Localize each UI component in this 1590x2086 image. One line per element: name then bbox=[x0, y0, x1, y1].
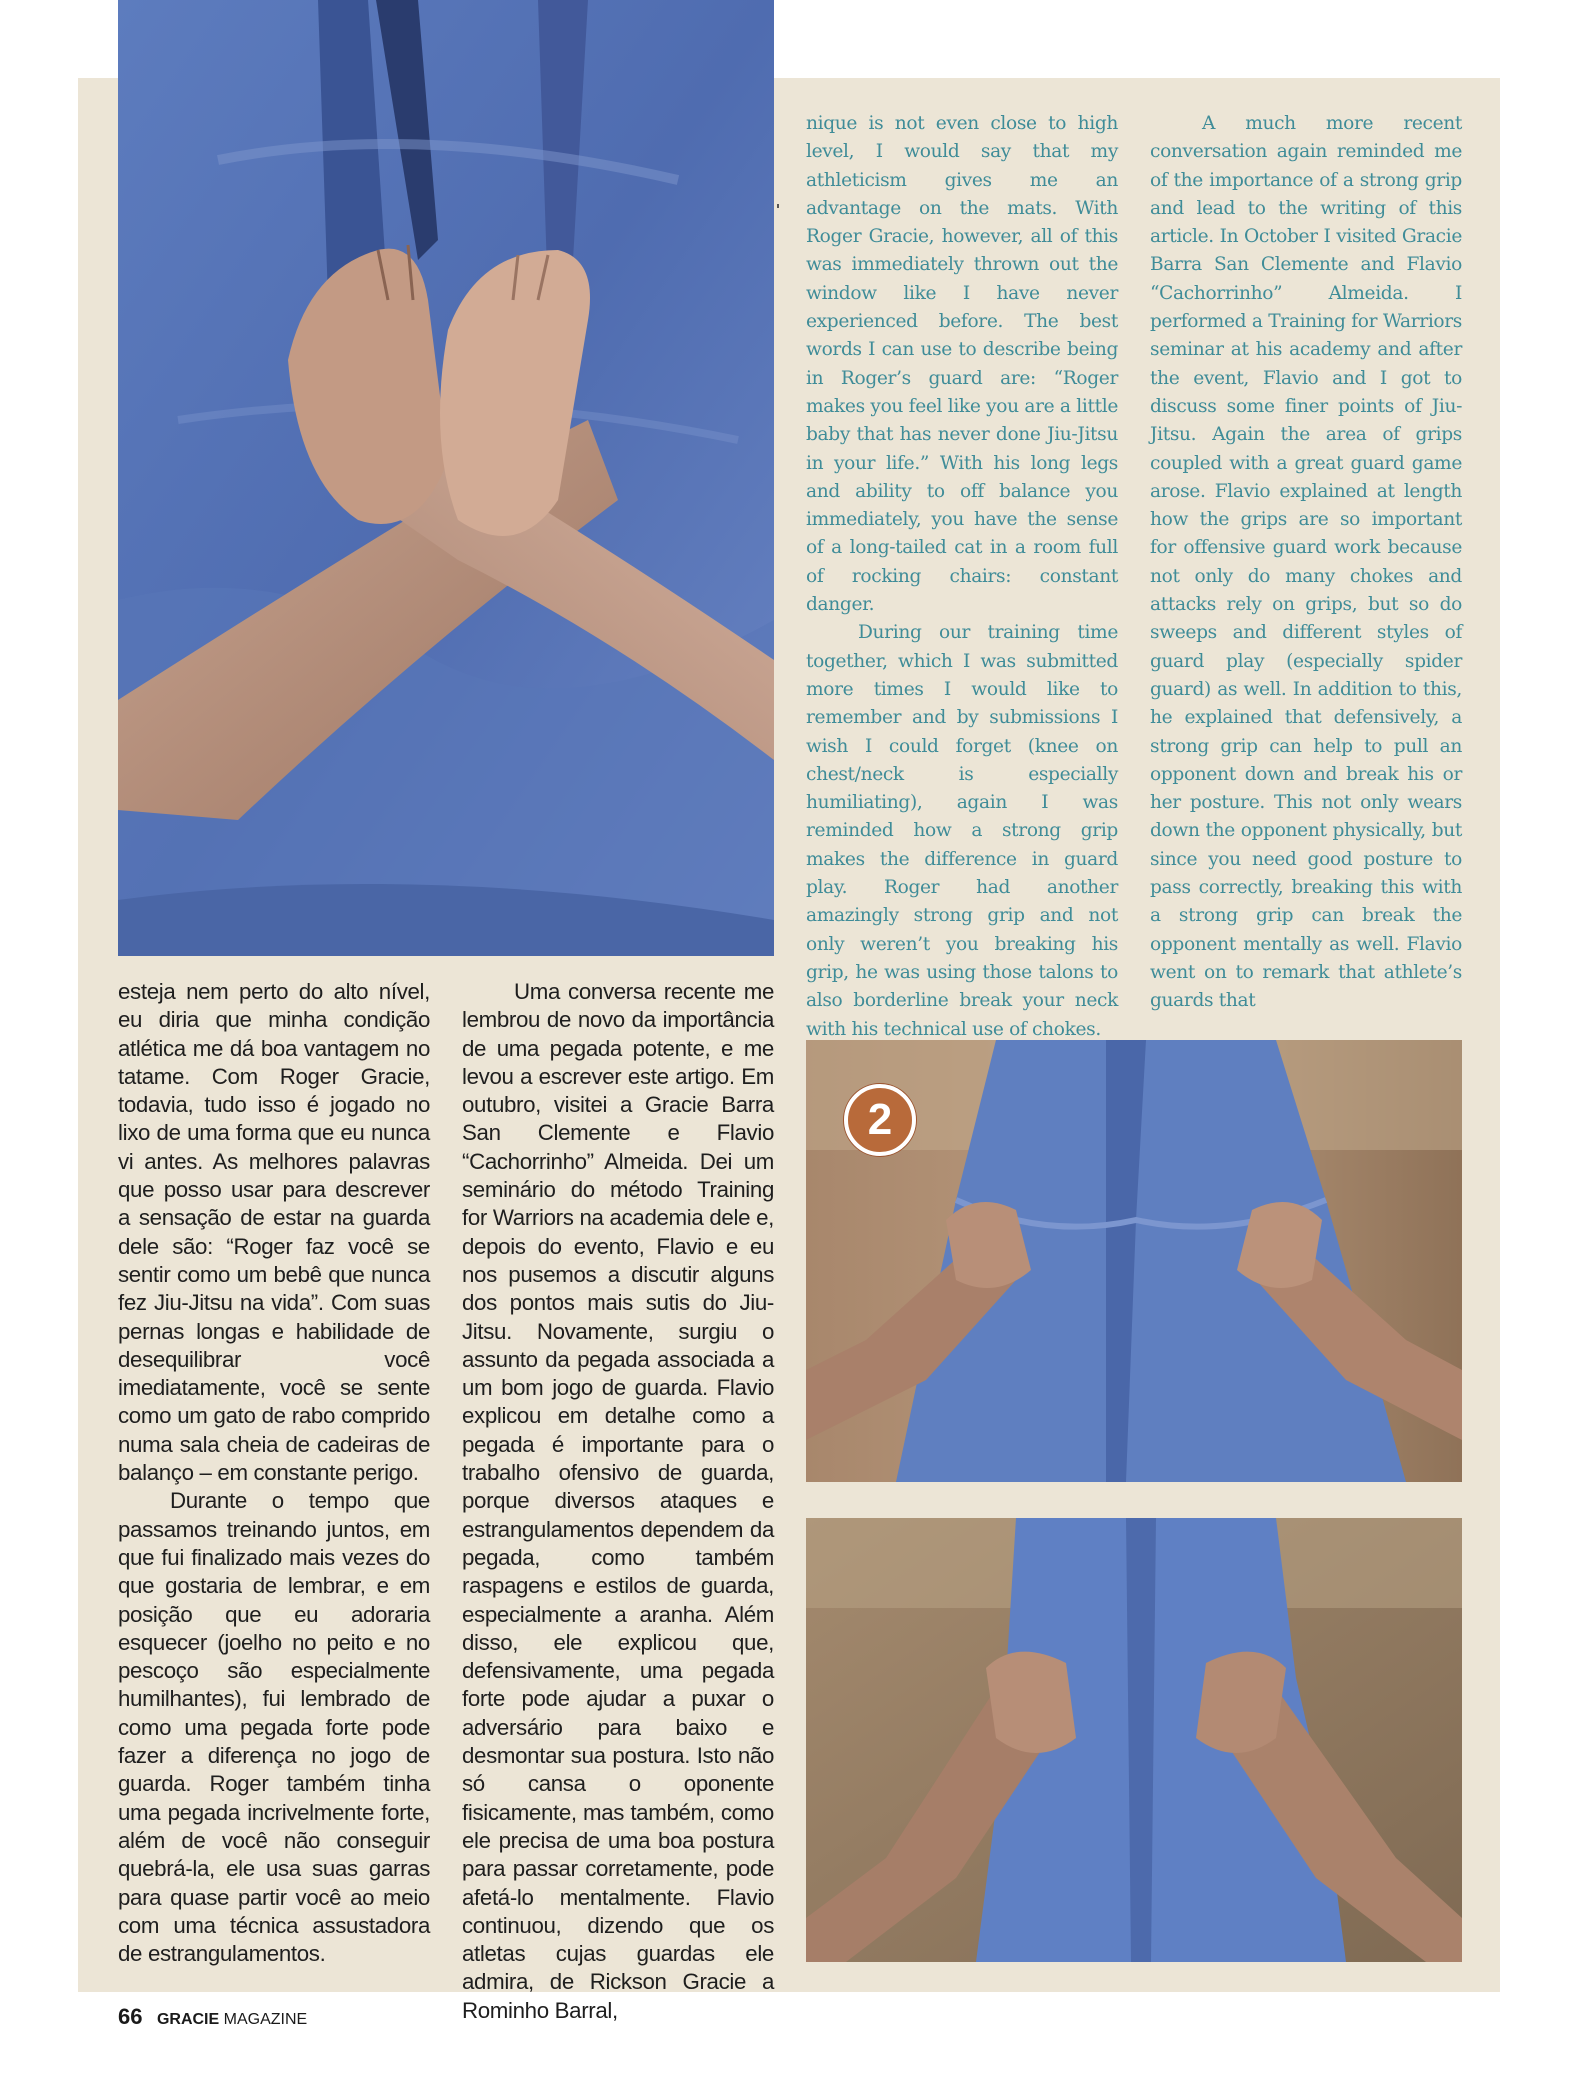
photo-step-3-grip bbox=[806, 1518, 1462, 1962]
english-col2-paragraph-1: A much more recent conversation again reminded me of the importance of a strong grip and lead to the writing of this article. In October I visited Gracie Barra San Clemente and Flavio “Cachorrinho” Almeida. I performed a Training for Warriors seminar at his academy and after the event, Flavio and I got to discuss some finer points of Jiu-Jitsu. Again the area of grips coupled with a great guard game arose. Flavio explained at length how the grips are so important for offensive guard work because not only do many chokes and attacks rely on grips, but so do sweeps and different styles of guard play (especially spider guard) as well. In addition to this, he explained that defensively, a strong grip can help to pull an opponent down and break his or her posture. This not only wears down the opponent physically, but since you need good posture to pass correctly, breaking this with a strong grip can break the opponent mentally as well. Flavio went on to remark that athlete’s guards that bbox=[1150, 113, 1462, 1012]
magazine-brand: GRACIE bbox=[156, 2011, 220, 2028]
english-col1-paragraph-1: nique is not even close to high level, I would say that my athleticism gives me an advantage on the mats. With Roger Gracie, however, all of this was immediately thrown out the window like I have never experienced before. The best words I can use to describe being in Roger’s guard are: “Roger makes you feel like you are a little baby that has never done Jiu-Jitsu in your life.” With his long legs and ability to off balance you immediately, you have the sense of a long-tailed cat in a room full of rocking chairs: constant danger. bbox=[806, 113, 1118, 616]
portuguese-column-1 bbox=[118, 978, 430, 1968]
portuguese-column-2 bbox=[462, 978, 774, 2025]
english-col1-paragraph-2: During our training time together, which I was submitted more times I would like to remember and by submissions I wish I could forget (knee on chest/neck is especially humiliating), again I was reminded how a strong grip makes the difference in guard play. Roger had another amazingly strong grip and not only weren’t you breaking his grip, he was using those talons to also borderline break your neck with his technical use of chokes. bbox=[806, 622, 1118, 1040]
main-photo-crossed-grip bbox=[118, 0, 774, 956]
portuguese-col1-paragraph-1: esteja nem perto do alto nível, eu diria que minha condição atlética me dá boa vantagem no tatame. Com Roger Gracie, todavia, tudo isso é jogado no lixo de uma forma que eu nunca vi antes. As melhores palavras que posso usar para descrever a sensação de estar na guarda dele são: “Roger faz você se sentir como um bebê que nunca fez Jiu-Jitsu na vida”. Com suas pernas longas e habilidade de desequilibrar você imediatamente, você se sente como um gato de rabo comprido numa sala cheia de cadeiras de balanço – em constante perigo. bbox=[118, 979, 430, 1486]
decorative-mark bbox=[777, 204, 779, 208]
english-column-1 bbox=[806, 110, 1118, 1044]
magazine-label: MAGAZINE bbox=[223, 2011, 308, 2028]
step-number-badge: 2 bbox=[844, 1084, 916, 1156]
portuguese-col2-paragraph-1: Uma conversa recente me lembrou de novo da importância de uma pegada potente, e me levou a escrever este artigo. Em outubro, visitei a Gracie Barra San Clemente e Flavio “Cachorrinho” Almeida. Dei um seminário do método Training for Warriors na academia dele e, depois do evento, Flavio e eu nos pusemos a discutir alguns dos pontos mais sutis do Jiu-Jitsu. Novamente, surgiu o assunto da pegada associada a um bom jogo de guarda. Flavio explicou em detalhe como a pegada é importante para o trabalho ofensivo de guarda, porque diversos ataques e estrangulamentos dependem da pegada, como também raspagens e estilos de guarda, especialmente a aranha. Além disso, ele explicou que, defensivamente, uma pegada forte pode ajudar a puxar o adversário para baixo e desmontar sua postura. Isto não só cansa o oponente fisicamente, mas também, como ele precisa de uma boa postura para passar corretamente, pode afetá-lo mentalmente. Flavio continuou, dizendo que os atletas cujas guardas ele admira, de Rickson Gracie a Rominho Barral, bbox=[462, 979, 774, 2023]
portuguese-col1-paragraph-2: Durante o tempo que passamos treinando juntos, em que fui finalizado mais vezes do que gostaria de lembrar, e em posição que eu adoraria esquecer (joelho no peito e no pescoço são especialmente humilhantes), fui lembrado de como uma pegada forte pode fazer a diferença no jogo de guarda. Roger também tinha uma pegada incrivelmente forte, além de você não conseguir quebrá-la, ele usa suas garras para quase partir você ao meio com uma técnica assustadora de estrangulamentos. bbox=[118, 1488, 430, 1967]
page-number: 66 bbox=[118, 2004, 143, 2029]
page-footer bbox=[118, 2004, 307, 2030]
english-column-2 bbox=[1150, 110, 1462, 1016]
